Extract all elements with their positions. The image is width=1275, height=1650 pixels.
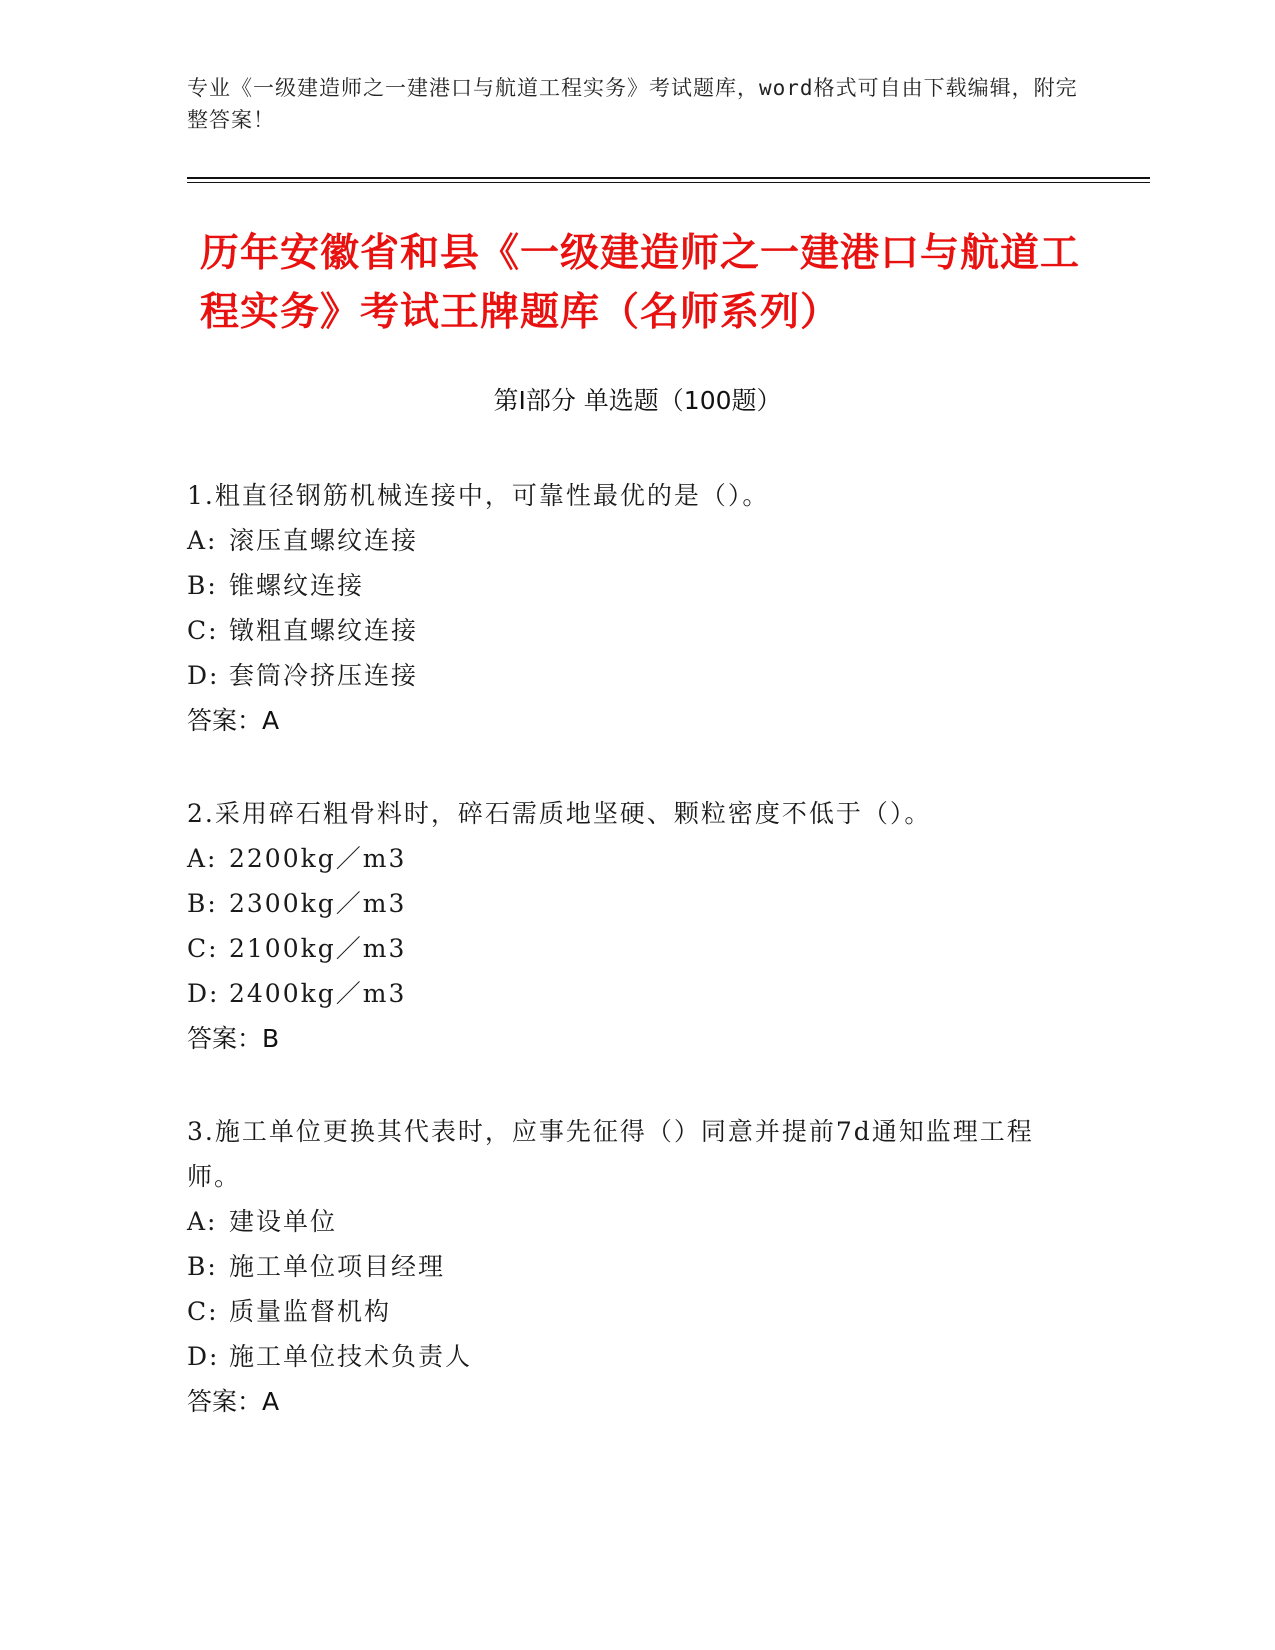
option-letter: D: [187, 1342, 220, 1371]
section-heading: 第Ⅰ部分 单选题（100题） [493, 386, 782, 415]
option-text: 施工单位技术负责人 [229, 1342, 473, 1371]
option-text: 滚压直螺纹连接 [229, 526, 419, 555]
answer: 答案：B [187, 1024, 280, 1053]
option-d [187, 653, 1087, 698]
question-stem: 2.采用碎石粗骨料时，碎石需质地坚硬、颗粒密度不低于（）。 [187, 799, 932, 828]
option-b [187, 1244, 1087, 1289]
option-c [187, 926, 1087, 971]
option-letter: A: [187, 844, 218, 873]
question-2 [187, 791, 1087, 1061]
option-letter: C: [187, 616, 219, 645]
option-text: 建设单位 [229, 1207, 338, 1236]
option-d [187, 1334, 1087, 1379]
option-letter: C: [187, 934, 219, 963]
option-letter: B: [187, 1252, 218, 1281]
option-letter: B: [187, 889, 218, 918]
document-title: 历年安徽省和县《一级建造师之一建港口与航道工程实务》考试王牌题库（名师系列） [200, 231, 1081, 335]
option-d [187, 971, 1087, 1016]
option-a [187, 1199, 1087, 1244]
option-letter: C: [187, 1297, 219, 1326]
option-letter: A: [187, 526, 218, 555]
option-text: 2200kg／m3 [229, 844, 407, 873]
option-b [187, 881, 1087, 926]
question-stem: 1.粗直径钢筋机械连接中，可靠性最优的是（）。 [187, 481, 770, 510]
option-letter: B: [187, 571, 218, 600]
header-note: 专业《一级建造师之一建港口与航道工程实务》考试题库，word格式可自由下载编辑，附完整答案！ [187, 76, 1078, 132]
option-text: 镦粗直螺纹连接 [229, 616, 419, 645]
header-divider-thin [187, 182, 1150, 183]
header-divider-thick [187, 177, 1150, 179]
option-letter: D: [187, 661, 220, 690]
option-text: 2100kg／m3 [229, 934, 407, 963]
option-text: 套筒冷挤压连接 [229, 661, 419, 690]
answer: 答案：A [187, 706, 280, 735]
option-a [187, 836, 1087, 881]
option-text: 质量监督机构 [229, 1297, 392, 1326]
option-c [187, 608, 1087, 653]
answer: 答案：A [187, 1387, 280, 1416]
question-stem: 3.施工单位更换其代表时，应事先征得（）同意并提前7d通知监理工程师。 [187, 1117, 1034, 1191]
option-letter: A: [187, 1207, 218, 1236]
option-a [187, 518, 1087, 563]
question-1 [187, 473, 1087, 743]
option-text: 施工单位项目经理 [229, 1252, 446, 1281]
question-3 [187, 1109, 1087, 1424]
option-text: 2400kg／m3 [229, 979, 407, 1008]
option-c [187, 1289, 1087, 1334]
option-text: 2300kg／m3 [229, 889, 407, 918]
option-b [187, 563, 1087, 608]
option-text: 锥螺纹连接 [229, 571, 365, 600]
option-letter: D: [187, 979, 220, 1008]
